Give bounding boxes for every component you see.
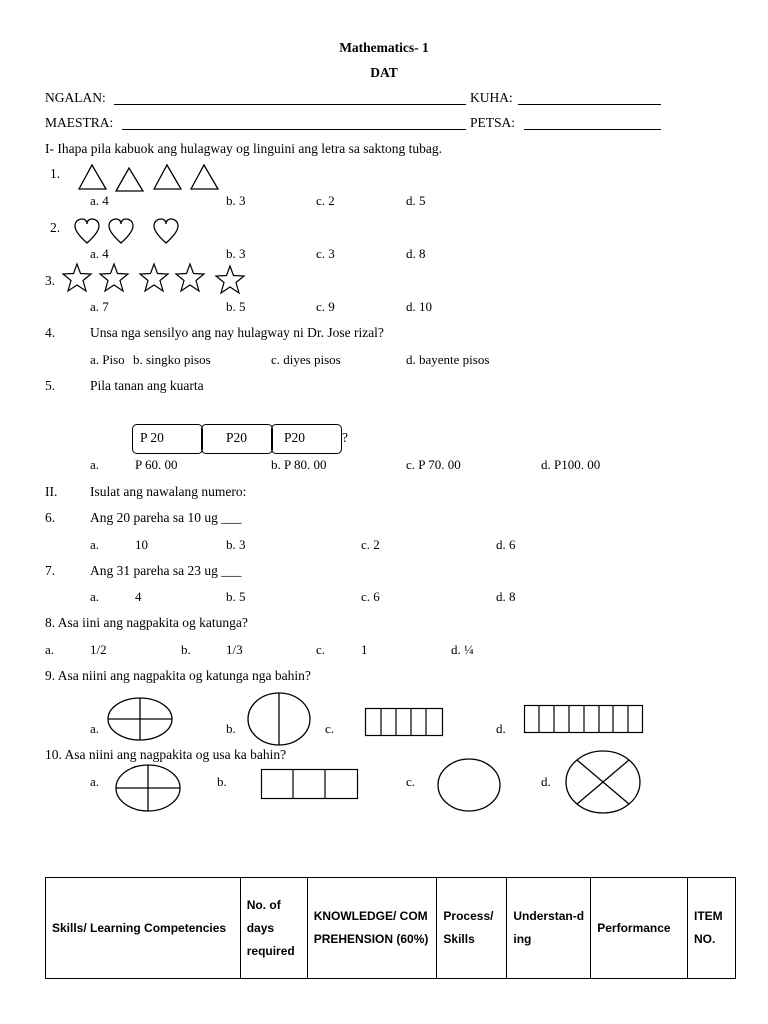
q2-choice-b[interactable]: b. 3 bbox=[226, 246, 246, 261]
petsa-field[interactable] bbox=[524, 129, 661, 130]
bill-3 bbox=[271, 424, 342, 454]
q5-number: 5. bbox=[45, 378, 56, 393]
q4-choice-d[interactable]: d. bayente pisos bbox=[406, 352, 490, 367]
q1-choice-d[interactable]: d. 5 bbox=[406, 193, 426, 208]
q9-choice-a-letter[interactable]: a. bbox=[90, 721, 100, 736]
kuha-label: KUHA: bbox=[470, 90, 513, 105]
q5-choice-c[interactable]: c. P 70. 00 bbox=[406, 457, 461, 472]
q10-choice-c-letter[interactable]: c. bbox=[406, 774, 416, 789]
q7-number: 7. bbox=[45, 563, 56, 578]
stars-icon bbox=[62, 262, 250, 296]
q9-choice-c-letter[interactable]: c. bbox=[325, 721, 335, 736]
circle-halves-icon bbox=[247, 692, 311, 746]
q1-number: 1. bbox=[50, 166, 61, 181]
q4-text: Unsa nga sensilyo ang nay hulagway ni Dr. Jose rizal? bbox=[90, 325, 384, 340]
q4-number: 4. bbox=[45, 325, 56, 340]
rectangle-thirds-icon bbox=[261, 769, 358, 799]
q1-choice-a[interactable]: a. 4 bbox=[90, 193, 109, 208]
q5-choice-d[interactable]: d. P100. 00 bbox=[541, 457, 601, 472]
header-days: No. of days required bbox=[240, 878, 307, 979]
q2-choice-a[interactable]: a. 4 bbox=[90, 246, 109, 261]
q6-choice-b[interactable]: b. 3 bbox=[226, 537, 246, 552]
q6-choice-a-letter[interactable]: a. bbox=[90, 537, 100, 552]
q8-choice-c-value[interactable]: 1 bbox=[361, 642, 368, 657]
q6-text: Ang 20 pareha sa 10 ug ___ bbox=[90, 510, 242, 525]
q10-choice-b-letter[interactable]: b. bbox=[217, 774, 227, 789]
q3-choice-c[interactable]: c. 9 bbox=[316, 299, 335, 314]
q5-choice-a-letter[interactable]: a. bbox=[90, 457, 100, 472]
maestra-field[interactable] bbox=[122, 129, 466, 130]
q9-choice-b-letter[interactable]: b. bbox=[226, 721, 236, 736]
ngalan-field[interactable] bbox=[114, 104, 466, 105]
skills-table bbox=[45, 877, 736, 979]
ngalan-label: NGALAN: bbox=[45, 90, 106, 105]
q5-question-mark: ? bbox=[342, 430, 348, 445]
page-title: Mathematics- 1 bbox=[339, 40, 429, 55]
q10-choice-a-letter[interactable]: a. bbox=[90, 774, 100, 789]
q6-choice-c[interactable]: c. 2 bbox=[361, 537, 380, 552]
kuha-field[interactable] bbox=[518, 104, 661, 105]
table-header-row bbox=[46, 878, 736, 979]
q3-choice-d[interactable]: d. 10 bbox=[406, 299, 432, 314]
header-item-no: ITEM NO. bbox=[688, 878, 736, 979]
petsa-label: PETSA: bbox=[470, 115, 516, 130]
q7-choice-a-value[interactable]: 4 bbox=[135, 589, 142, 604]
q8-choice-d[interactable]: d. ¼ bbox=[451, 642, 474, 657]
q3-choice-a[interactable]: a. 7 bbox=[90, 299, 109, 314]
q2-choice-d[interactable]: d. 8 bbox=[406, 246, 426, 261]
q8-text: 8. Asa iini ang nagpakita og katunga? bbox=[45, 615, 248, 630]
rectangle-eighths-icon bbox=[524, 705, 643, 733]
page-subtitle: DAT bbox=[370, 65, 398, 80]
q8-choice-b-letter[interactable]: b. bbox=[181, 642, 191, 657]
q2-number: 2. bbox=[50, 220, 61, 235]
q5-text: Pila tanan ang kuarta bbox=[90, 378, 204, 393]
bill-3-label: P20 bbox=[284, 430, 306, 445]
q3-choice-b[interactable]: b. 5 bbox=[226, 299, 246, 314]
header-knowledge: KNOWLEDGE/ COMPREHENSION (60%) bbox=[307, 878, 437, 979]
rectangle-fifths-icon bbox=[365, 708, 443, 736]
q10-text: 10. Asa niini ang nagpakita og usa ka bahin? bbox=[45, 747, 287, 762]
bill-1 bbox=[132, 424, 203, 454]
circle-quarters-icon bbox=[107, 697, 173, 741]
q5-choice-a-value[interactable]: P 60. 00 bbox=[135, 457, 178, 472]
q3-number: 3. bbox=[45, 273, 56, 288]
q7-text: Ang 31 pareha sa 23 ug ___ bbox=[90, 563, 242, 578]
triangles-icon bbox=[76, 161, 226, 193]
q10-choice-d-letter[interactable]: d. bbox=[541, 774, 551, 789]
q8-choice-a-letter[interactable]: a. bbox=[45, 642, 55, 657]
header-performance: Performance bbox=[591, 878, 688, 979]
q7-choice-a-letter[interactable]: a. bbox=[90, 589, 100, 604]
q6-number: 6. bbox=[45, 510, 56, 525]
bill-1-label: P 20 bbox=[140, 430, 164, 445]
header-skills: Skills/ Learning Competencies bbox=[46, 878, 241, 979]
part2-text: Isulat ang nawalang numero: bbox=[90, 484, 247, 499]
q9-text: 9. Asa niini ang nagpakita og katunga nga bahin? bbox=[45, 668, 311, 683]
bill-2 bbox=[201, 424, 273, 454]
q8-choice-a-value[interactable]: 1/2 bbox=[90, 642, 107, 657]
q8-choice-c-letter[interactable]: c. bbox=[316, 642, 326, 657]
q8-choice-b-value[interactable]: 1/3 bbox=[226, 642, 243, 657]
hearts-icon bbox=[74, 218, 184, 246]
part2-number: II. bbox=[45, 484, 58, 499]
part1-instruction: I- Ihapa pila kabuok ang hulagway og linguini ang letra sa saktong tubag. bbox=[45, 141, 443, 156]
circle-whole-icon bbox=[437, 758, 501, 812]
q4-choice-c[interactable]: c. diyes pisos bbox=[271, 352, 341, 367]
q1-choice-c[interactable]: c. 2 bbox=[316, 193, 335, 208]
q1-choice-b[interactable]: b. 3 bbox=[226, 193, 246, 208]
q6-choice-a-value[interactable]: 10 bbox=[135, 537, 148, 552]
circle-quarters-icon bbox=[115, 764, 181, 812]
q9-choice-d-letter[interactable]: d. bbox=[496, 721, 506, 736]
q4-choice-b[interactable]: b. singko pisos bbox=[133, 352, 211, 367]
q5-choice-b[interactable]: b. P 80. 00 bbox=[271, 457, 327, 472]
header-process: Process/ Skills bbox=[437, 878, 507, 979]
q4-choice-a[interactable]: a. Piso bbox=[90, 352, 125, 367]
q7-choice-d[interactable]: d. 8 bbox=[496, 589, 516, 604]
q7-choice-c[interactable]: c. 6 bbox=[361, 589, 380, 604]
circle-x-quarters-icon bbox=[565, 750, 641, 814]
header-understanding: Understan-ding bbox=[507, 878, 591, 979]
q6-choice-d[interactable]: d. 6 bbox=[496, 537, 516, 552]
q7-choice-b[interactable]: b. 5 bbox=[226, 589, 246, 604]
bill-2-label: P20 bbox=[226, 430, 248, 445]
q2-choice-c[interactable]: c. 3 bbox=[316, 246, 335, 261]
maestra-label: MAESTRA: bbox=[45, 115, 114, 130]
